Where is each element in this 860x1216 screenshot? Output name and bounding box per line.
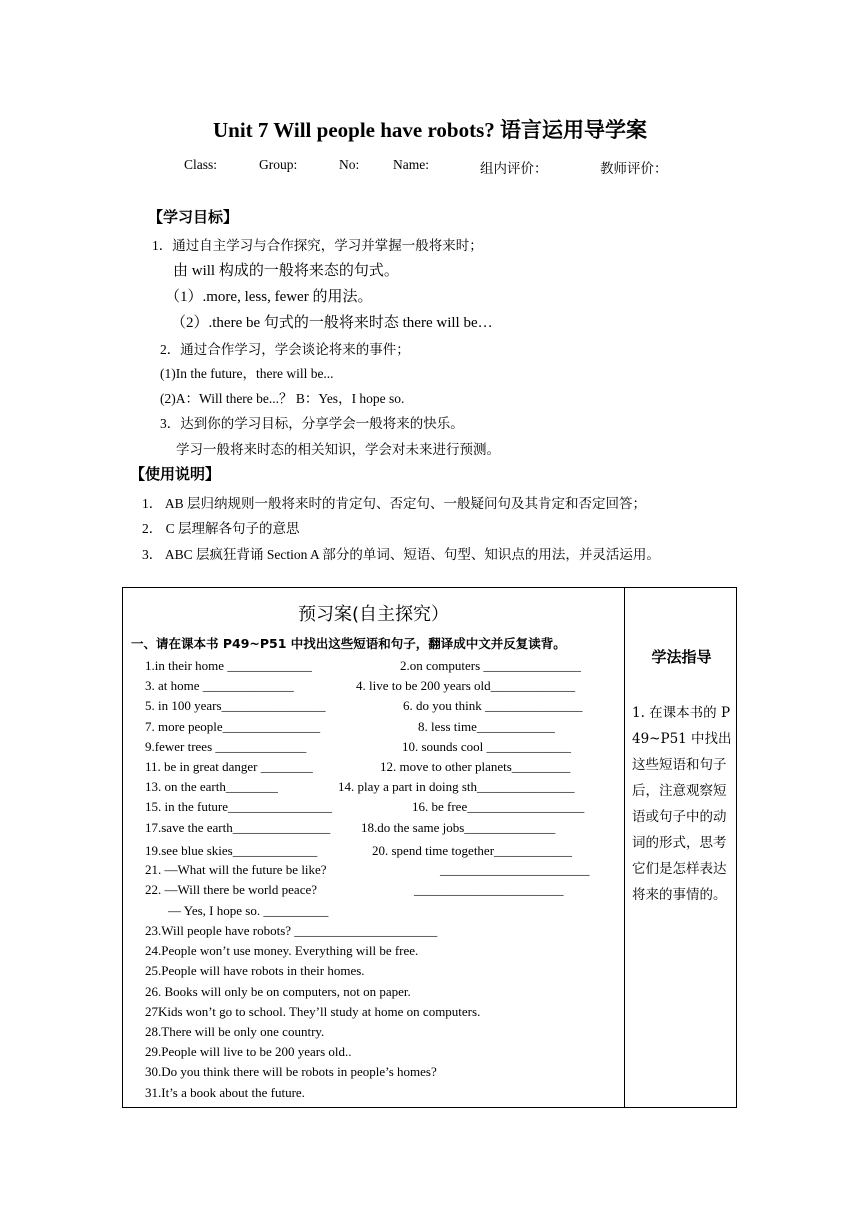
goal-line: (1)In the future，there will be... xyxy=(160,366,334,381)
usage-line: 1． AB 层归纳规则一般将来时的肯定句、否定句、一般疑问句及其肯定和否定回答； xyxy=(142,496,647,511)
phrase-item: 17.save the earth_______________ xyxy=(145,820,331,835)
usage-line: 2． C 层理解各句子的意思 xyxy=(142,521,300,536)
preview-instruction: 一、请在课本书 P49~P51 中找出这些短语和句子，翻译成中文并反复读背。 xyxy=(131,636,566,651)
phrase-item: 3. at home ______________ xyxy=(145,678,294,693)
group-label: Group: xyxy=(259,157,298,172)
preview-table xyxy=(122,587,737,1108)
group-evaluation-label: 组内评价： xyxy=(480,161,548,176)
goal-line: （2）.there be 句式的一般将来时态 there will be… xyxy=(171,315,493,331)
sentence-item: 25.People will have robots in their homes. xyxy=(145,963,365,978)
phrase-item: 13. on the earth________ xyxy=(145,779,278,794)
phrase-item: 4. live to be 200 years old_____________ xyxy=(356,678,576,693)
phrase-item: 20. spend time together____________ xyxy=(372,843,573,858)
usage-heading: 【使用说明】 xyxy=(130,465,221,483)
goal-line: 学习一般将来时态的相关知识，学会对未来进行预测。 xyxy=(176,442,500,457)
sentence-item: 31.It’s a book about the future. xyxy=(145,1085,305,1100)
phrase-item: 18.do the same jobs______________ xyxy=(361,820,556,835)
goal-line: 由 will 构成的一般将来态的句式。 xyxy=(173,263,399,279)
sentence-item: 28.There will be only one country. xyxy=(145,1024,325,1039)
goal-line: 3．达到你的学习目标，分享学会一般将来的快乐。 xyxy=(160,416,464,431)
goals-heading: 【学习目标】 xyxy=(148,208,239,226)
phrase-item: 11. be in great danger ________ xyxy=(145,759,313,774)
name-label: Name: xyxy=(393,157,429,172)
goal-line: 2．通过合作学习，学会谈论将来的事件； xyxy=(160,342,410,357)
goal-line: （1）.more, less, fewer 的用法。 xyxy=(165,289,373,305)
answer-blank: _______________________ xyxy=(414,882,564,897)
phrase-item: 14. play a part in doing sth_______________ xyxy=(338,779,575,794)
number-label: No: xyxy=(339,157,360,172)
phrase-item: 6. do you think _______________ xyxy=(403,698,583,713)
goal-line: 1．通过自主学习与合作探究，学习并掌握一般将来时； xyxy=(152,238,483,253)
phrase-item: 1.in their home _____________ xyxy=(145,658,312,673)
phrase-item: 10. sounds cool _____________ xyxy=(402,739,571,754)
guide-title: 学法指导 xyxy=(651,648,712,666)
phrase-item: 9.fewer trees ______________ xyxy=(145,739,307,754)
phrase-item: 7. more people_______________ xyxy=(145,719,321,734)
phrase-item: 8. less time____________ xyxy=(418,719,555,734)
sentence-item: 21. —What will the future be like? xyxy=(145,862,327,877)
usage-line: 3． ABC 层疯狂背诵 Section A 部分的单词、短语、句型、知识点的用法，并灵活运用。 xyxy=(142,547,660,562)
phrase-item: 12. move to other planets_________ xyxy=(380,759,571,774)
answer-blank: _______________________ xyxy=(440,862,590,877)
sentence-item: 30.Do you think there will be robots in people’s homes? xyxy=(145,1064,437,1079)
preview-title: 预习案(自主探究） xyxy=(297,604,450,625)
phrase-item: 15. in the future________________ xyxy=(145,799,333,814)
goal-line: (2)A：Will there be...？ B：Yes，I hope so. xyxy=(160,391,405,406)
phrase-item: 16. be free__________________ xyxy=(412,799,585,814)
class-label: Class: xyxy=(184,157,218,172)
sentence-item: — Yes, I hope so. __________ xyxy=(168,903,329,918)
phrase-item: 19.see blue skies_____________ xyxy=(145,843,318,858)
sentence-item: 22. —Will there be world peace? xyxy=(145,882,318,897)
guide-text: 1. 在课本书的 P49~P51 中找出这些短语和句子后，注意观察短语或句子中的动词的形式，思考它们是怎样表达将来的事情的。 xyxy=(632,705,732,903)
phrase-item: 5. in 100 years________________ xyxy=(145,698,326,713)
sentence-item: 23.Will people have robots? ______________________ xyxy=(145,923,438,938)
teacher-evaluation-label: 教师评价： xyxy=(600,161,668,176)
sentence-item: 24.People won’t use money. Everything will be free. xyxy=(145,943,419,958)
sentence-item: 26. Books will only be on computers, not on paper. xyxy=(145,984,411,999)
sentence-item: 27Kids won’t go to school. They’ll study at home on computers. xyxy=(145,1004,481,1019)
phrase-item: 2.on computers _______________ xyxy=(400,658,581,673)
sentence-item: 29.People will live to be 200 years old.. xyxy=(145,1044,352,1059)
page-title: Unit 7 Will people have robots? 语言运用导学案 xyxy=(212,118,648,142)
